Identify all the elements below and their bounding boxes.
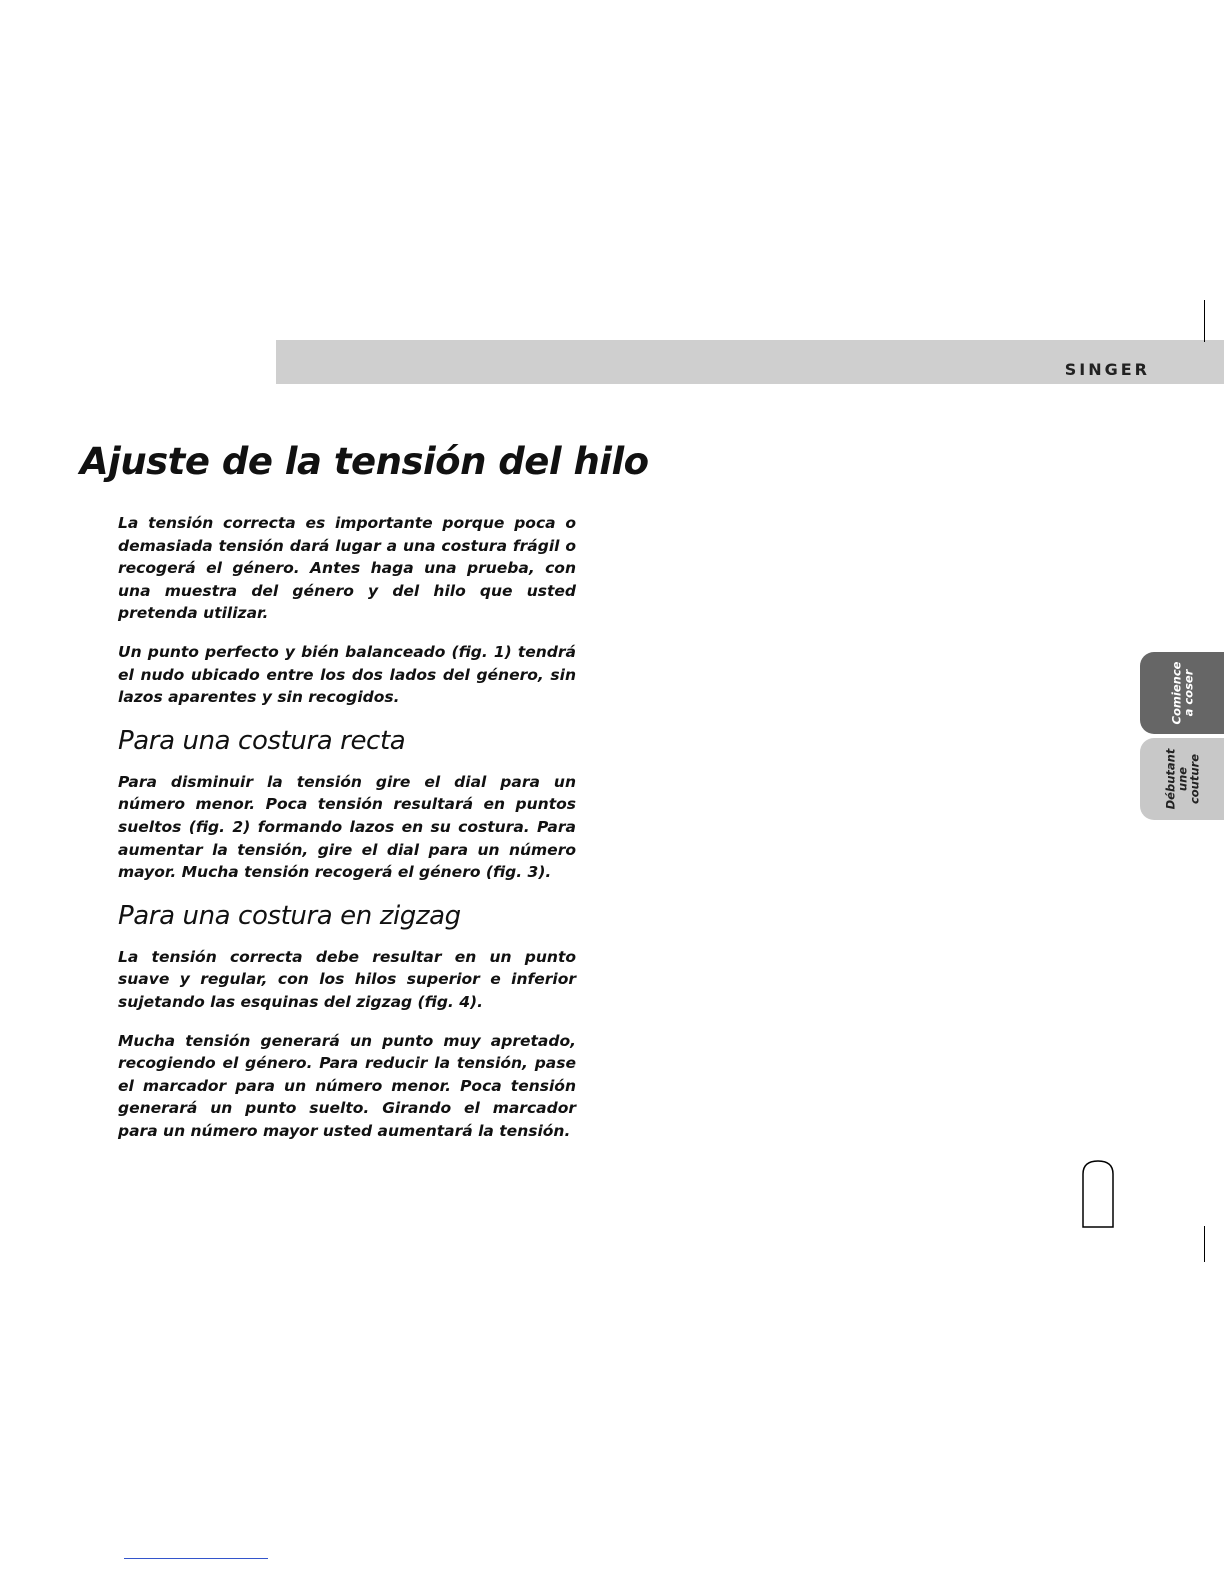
section-heading-zigzag: Para una costura en zigzag	[118, 900, 461, 931]
side-tab-label-line: couture	[1187, 753, 1201, 805]
tab-outline-icon	[1082, 1160, 1114, 1228]
main-content	[118, 512, 576, 1158]
footer-link-line	[124, 1558, 268, 1559]
intro-paragraph: Un punto perfecto y bién balanceado (fig. 1) tendrá el nudo ubicado entre los dos lados del género, sin lazos aparentes y sin recogidos.	[118, 642, 576, 707]
section-paragraph: Para disminuir la tensión gire el dial para un número menor. Poca tensión resultará en puntos sueltos (fig. 2) formando lazos en su costura. Para aumentar la tensión, gire el dial para un número mayor. Mucha tensión recogerá el género (fig. 3).	[118, 772, 576, 882]
side-tab-comience[interactable]	[1140, 652, 1224, 734]
section-heading-straight: Para una costura recta	[118, 725, 406, 756]
section-paragraph: Mucha tensión generará un punto muy apretado, recogiendo el género. Para reducir la tensión, pase el marcador para un número menor. Poca tensión generará un punto suelto. Girando el marcador para un número mayor usted aumentará la tensión.	[118, 1031, 576, 1140]
side-tab-debutant[interactable]	[1140, 738, 1224, 820]
side-tab-label	[1164, 749, 1200, 810]
side-tab-label-line: une	[1175, 766, 1189, 792]
side-tab-label-line: Comience	[1169, 661, 1183, 725]
side-tab-label	[1170, 662, 1194, 725]
page-title: Ajuste de la tensión del hilo	[80, 440, 649, 483]
brand-logo: SINGER	[1064, 360, 1150, 379]
crop-mark-bottom	[1204, 1226, 1205, 1262]
section-paragraph: La tensión correcta debe resultar en un punto suave y regular, con los hilos superior e inferior sujetando las esquinas del zigzag (fig. 4).	[118, 947, 576, 1011]
side-tab-label-line: Débutant	[1163, 748, 1177, 810]
crop-mark-top	[1204, 300, 1205, 342]
side-tab-label-line: a coser	[1181, 669, 1195, 717]
intro-paragraph: La tensión correcta es importante porque poca o demasiada tensión dará lugar a una costura frágil o recogerá el género. Antes haga una prueba, con una muestra del género y del hilo que usted pretenda utilizar.	[118, 514, 576, 623]
